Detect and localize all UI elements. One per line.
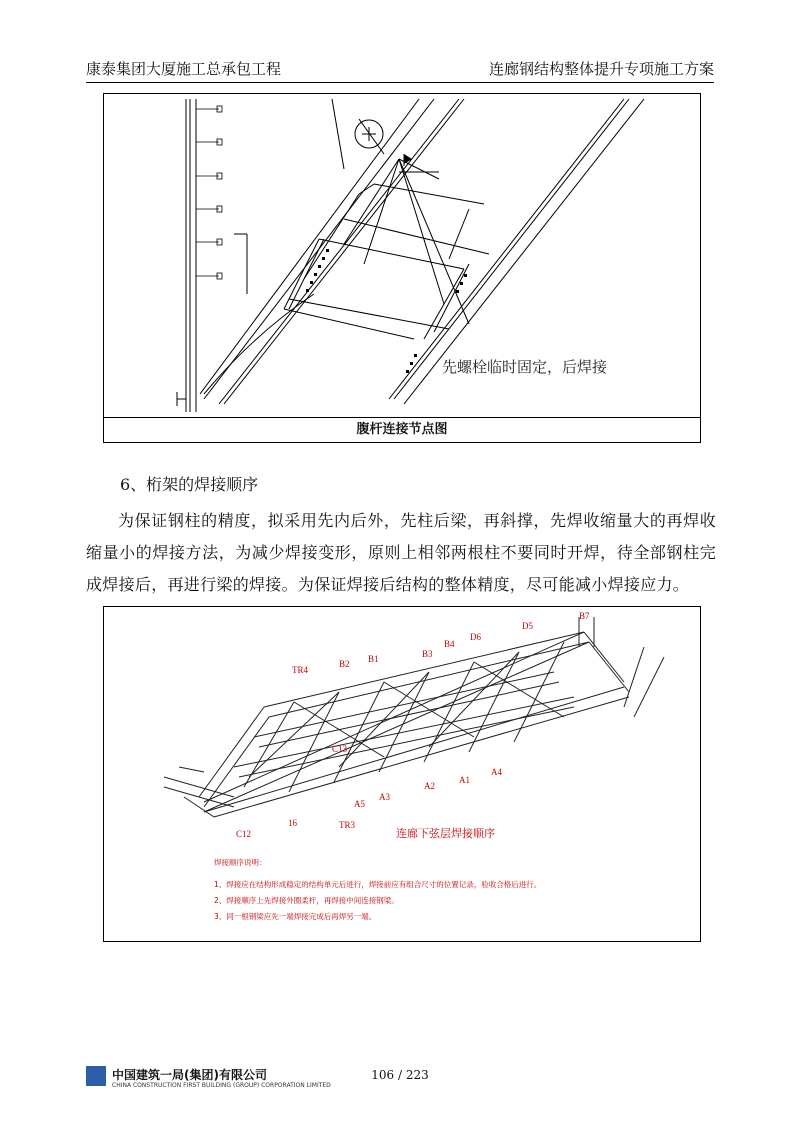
truss-label-b1: B1: [368, 654, 379, 664]
welding-note-2: 2、焊接顺序上先焊接外圈柔杆，再焊接中间连接钢梁。: [214, 896, 399, 905]
footer-company-name: 中国建筑一局(集团)有限公司: [112, 1068, 267, 1082]
truss-label-a5: A5: [354, 799, 365, 809]
section-heading: 6、桁架的焊接顺序: [120, 475, 259, 494]
web-member-joint-figure: [103, 93, 701, 443]
joint-annotation: 先螺栓临时固定，后焊接: [442, 358, 608, 376]
truss-label-a2: A2: [424, 781, 435, 791]
truss-label-b2: B2: [339, 659, 350, 669]
truss-label-b4: B4: [444, 639, 455, 649]
section-paragraph: 为保证钢柱的精度，拟采用先内后外，先柱后梁，再斜撑，先焊收缩量大的再焊收缩量小的焊接方法，为减少焊接变形，原则上相邻两根柱不要同时开焊，待全部钢柱完成焊接后，再进行梁的焊接。为保证焊接后结构的整体精度，尽可能减小焊接应力。: [86, 511, 716, 594]
truss-label-a3: A3: [379, 792, 390, 802]
welding-note-3: 3、同一根钢梁应先一端焊接完成后再焊另一端。: [214, 912, 377, 921]
welding-sequence-figure: [103, 606, 701, 942]
welding-note-1: 1、焊接应在结构形成稳定的结构单元后进行，焊接前应有组合尺寸的位置记录，验收合格后进行。: [214, 880, 542, 889]
truss-label-16: 16: [288, 818, 297, 828]
truss-label-a4: A4: [491, 767, 502, 777]
truss-label-a1: A1: [459, 775, 470, 785]
header-project-title: 康泰集团大厦施工总承包工程: [86, 60, 282, 78]
joint-drawing: [104, 94, 700, 416]
figure1-caption: 腹杆连接节点图: [104, 417, 700, 442]
truss-drawing: [104, 607, 700, 941]
truss-label-b3: B3: [422, 649, 433, 659]
truss-label-tr4: TR4: [292, 665, 309, 675]
header-document-title: 连廊钢结构整体提升专项施工方案: [488, 60, 714, 78]
truss-label-tr3: TR3: [339, 820, 356, 830]
truss-figure-title: 连廊下弦层焊接顺序: [396, 828, 495, 840]
page-header: [86, 58, 714, 83]
footer-company-name-en: CHINA CONSTRUCTION FIRST BUILDING (GROUP) CORPORATION LIMITED: [112, 1082, 331, 1089]
truss-label-d6: D6: [470, 632, 481, 642]
truss-label-c13: C13: [332, 744, 348, 754]
truss-label-d5: D5: [522, 621, 533, 631]
welding-notes-title: 焊接顺序说明：: [214, 858, 267, 867]
truss-label-b7: B7: [579, 611, 590, 621]
page-number: 106 / 223: [371, 1068, 429, 1082]
truss-label-c12: C12: [236, 829, 252, 839]
